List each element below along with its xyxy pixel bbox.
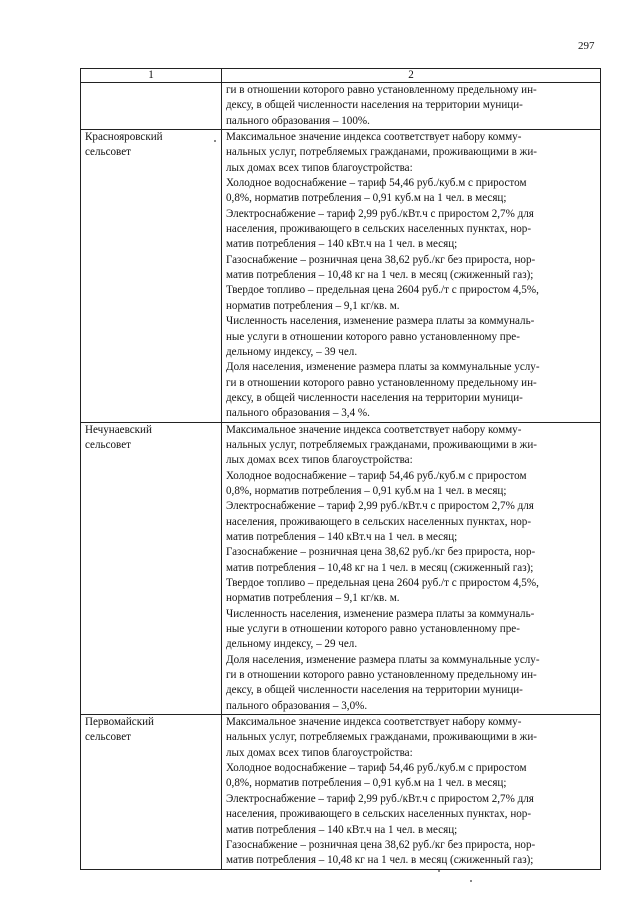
description-line: Холодное водоснабжение – тариф 54,46 руб./куб.м с приростом: [226, 177, 527, 190]
index-description-cell: [222, 422, 601, 715]
table-row: [81, 83, 601, 130]
settlement-name-line: сельсовет: [85, 146, 131, 159]
table-header-row: [81, 69, 601, 83]
index-description-cell: [222, 715, 601, 869]
description-line: дельному индексу, – 39 чел.: [226, 345, 358, 358]
table-row: [81, 422, 601, 715]
description-line: дельному индексу, – 29 чел.: [226, 638, 358, 651]
table-row: [81, 130, 601, 423]
description-line: 0,8%, норматив потребления – 0,91 куб.м на 1 чел. в месяц;: [226, 484, 507, 497]
description-line: ные услуги в отношении которого равно установленному пре-: [226, 623, 520, 636]
settlement-name-line: Первомайский: [85, 716, 154, 729]
description-line: матив потребления – 10,48 кг на 1 чел. в месяц (сжиженный газ);: [226, 854, 534, 867]
description-line: пального образования – 3,0%.: [226, 699, 368, 712]
description-line: нальных услуг, потребляемых гражданами, проживающими в жи-: [226, 731, 537, 744]
description-line: матив потребления – 140 кВт.ч на 1 чел. в месяц;: [226, 238, 458, 251]
scan-speck: [214, 140, 216, 142]
description-line: лых домах всех типов благоустройства:: [226, 746, 413, 759]
settlement-name-line: сельсовет: [85, 731, 131, 744]
description-line: Численность населения, изменение размера платы за коммуналь-: [226, 315, 535, 328]
description-line: Холодное водоснабжение – тариф 54,46 руб./куб.м с приростом: [226, 762, 527, 775]
description-line: матив потребления – 10,48 кг на 1 чел. в месяц (сжиженный газ);: [226, 269, 534, 282]
settlement-name-cell: [81, 83, 222, 130]
description-line: 0,8%, норматив потребления – 0,91 куб.м на 1 чел. в месяц;: [226, 192, 507, 205]
description-line: Доля населения, изменение размера платы за коммунальные услу-: [226, 653, 540, 666]
description-line: Электроснабжение – тариф 2,99 руб./кВт.ч с приростом 2,7% для: [226, 792, 534, 805]
settlement-name-cell: [81, 130, 222, 423]
description-line: норматив потребления – 9,1 кг/кв. м.: [226, 592, 400, 605]
description-line: нальных услуг, потребляемых гражданами, проживающими в жи-: [226, 146, 537, 159]
description-line: населения, проживающего в сельских населенных пунктах, нор-: [226, 223, 532, 236]
settlement-name-cell: [81, 422, 222, 715]
settlement-name-line: Краснояровский: [85, 131, 163, 144]
description-line: норматив потребления – 9,1 кг/кв. м.: [226, 299, 400, 312]
description-line: лых домах всех типов благоустройства:: [226, 161, 413, 174]
description-line: Максимальное значение индекса соответствует набору комму-: [226, 131, 522, 144]
scan-speck: [438, 870, 440, 872]
description-line: Холодное водоснабжение – тариф 54,46 руб./куб.м с приростом: [226, 469, 527, 482]
settlement-name-line: Нечунаевский: [85, 423, 152, 436]
column-header-2: 2: [222, 69, 601, 83]
description-line: дексу, в общей численности населения на территории муници-: [226, 391, 523, 404]
description-line: Доля населения, изменение размера платы за коммунальные услу-: [226, 361, 540, 374]
tariff-table: [80, 68, 601, 870]
description-line: пального образования – 3,4 %.: [226, 407, 370, 420]
description-line: дексу, в общей численности населения на территории муници-: [226, 99, 523, 112]
index-description-cell: [222, 83, 601, 130]
description-line: матив потребления – 10,48 кг на 1 чел. в месяц (сжиженный газ);: [226, 561, 534, 574]
description-line: дексу, в общей численности населения на территории муници-: [226, 684, 523, 697]
description-line: Газоснабжение – розничная цена 38,62 руб./кг без прироста, нор-: [226, 546, 536, 559]
description-line: Электроснабжение – тариф 2,99 руб./кВт.ч с приростом 2,7% для: [226, 207, 534, 220]
description-line: Твердое топливо – предельная цена 2604 руб./т с приростом 4,5%,: [226, 577, 539, 589]
description-line: матив потребления – 140 кВт.ч на 1 чел. в месяц;: [226, 823, 458, 836]
page-number: 297: [578, 40, 595, 52]
column-header-1: 1: [81, 69, 222, 83]
description-line: Численность населения, изменение размера платы за коммуналь-: [226, 607, 535, 620]
description-line: Максимальное значение индекса соответствует набору комму-: [226, 716, 522, 729]
settlement-name-line: сельсовет: [85, 438, 131, 451]
description-line: Электроснабжение – тариф 2,99 руб./кВт.ч с приростом 2,7% для: [226, 500, 534, 513]
description-line: Максимальное значение индекса соответствует набору комму-: [226, 423, 522, 436]
description-line: матив потребления – 140 кВт.ч на 1 чел. в месяц;: [226, 530, 458, 543]
description-line: нальных услуг, потребляемых гражданами, проживающими в жи-: [226, 438, 537, 451]
index-description-cell: [222, 130, 601, 423]
description-line: Газоснабжение – розничная цена 38,62 руб./кг без прироста, нор-: [226, 253, 536, 266]
description-line: ные услуги в отношении которого равно установленному пре-: [226, 330, 520, 343]
description-line: Газоснабжение – розничная цена 38,62 руб./кг без прироста, нор-: [226, 838, 536, 851]
description-line: 0,8%, норматив потребления – 0,91 куб.м на 1 чел. в месяц;: [226, 777, 507, 790]
settlement-name-cell: [81, 715, 222, 869]
description-line: ги в отношении которого равно установленному предельному ин-: [226, 376, 537, 389]
description-line: пального образования – 100%.: [226, 114, 370, 127]
description-line: ги в отношении которого равно установленному предельному ин-: [226, 84, 537, 96]
scan-speck: [470, 880, 472, 882]
description-line: Твердое топливо – предельная цена 2604 руб./т с приростом 4,5%,: [226, 284, 539, 297]
description-line: населения, проживающего в сельских населенных пунктах, нор-: [226, 808, 532, 821]
description-line: населения, проживающего в сельских населенных пунктах, нор-: [226, 515, 532, 528]
table-row: [81, 715, 601, 869]
description-line: ги в отношении которого равно установленному предельному ин-: [226, 669, 537, 682]
description-line: лых домах всех типов благоустройства:: [226, 454, 413, 467]
